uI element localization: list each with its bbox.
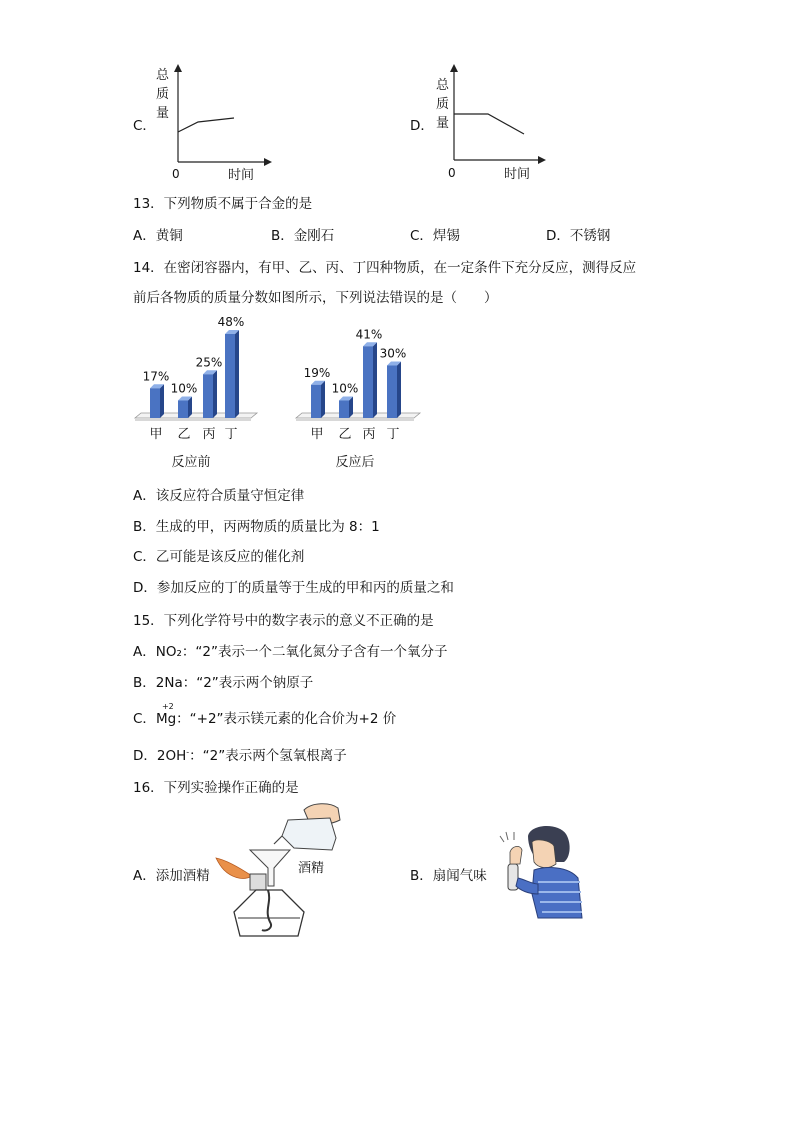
bar: [225, 334, 235, 418]
bottle-neck: [274, 836, 282, 844]
q15-option-a[interactable]: A．NO₂：“2”表示一个二氧化氮分子含有一个氧分子: [133, 644, 448, 660]
hand-wave: [510, 846, 522, 864]
bar: [311, 385, 321, 418]
q14-stem-line1: 14．在密闭容器内，有甲、乙、丙、丁四种物质，在一定条件下充分反应，测得反应: [133, 260, 637, 276]
graph-c: [150, 62, 280, 187]
bar-data-label: 41%: [355, 327, 383, 342]
bar-data-label: 17%: [142, 369, 170, 384]
chart-title: 反应前: [171, 455, 211, 470]
y-label-char: 量: [436, 116, 450, 131]
bar-side: [160, 384, 164, 418]
x-axis-label: 时间: [228, 168, 255, 183]
face-shape: [532, 840, 556, 868]
category-label: 乙: [177, 427, 191, 442]
graph-d: [426, 62, 556, 187]
y-axis-arrow: [450, 64, 458, 72]
graph-line: [454, 114, 524, 134]
bar-data-label: 30%: [379, 346, 407, 361]
q13-option-c[interactable]: C．焊锡: [410, 228, 460, 244]
option-d-prefix: D．2OH: [133, 748, 187, 764]
q14-option-c[interactable]: C．乙可能是该反应的催化剂: [133, 549, 305, 565]
q14-option-d[interactable]: D．参加反应的丁的质量等于生成的甲和丙的质量之和: [133, 580, 454, 596]
mg-with-valence: [155, 702, 177, 727]
bar-side: [235, 330, 239, 418]
bottle-shape: [282, 818, 336, 850]
x-axis-arrow: [538, 156, 546, 164]
q14-stem-line2: 前后各物质的质量分数如图所示，下列说法错误的是（ ）: [133, 290, 498, 306]
category-label: 丁: [224, 427, 238, 442]
q15-option-d[interactable]: [133, 744, 347, 764]
category-label: 甲: [310, 427, 324, 442]
origin-label: 0: [448, 166, 456, 180]
q15-option-c[interactable]: [133, 702, 397, 727]
bar-chart-after: [290, 325, 430, 475]
q13-option-d[interactable]: D．不锈钢: [546, 228, 611, 244]
category-label: 乙: [338, 427, 352, 442]
bar-side: [397, 362, 401, 419]
q16-stem: 16．下列实验操作正确的是: [133, 780, 299, 796]
y-label-char: 量: [156, 106, 170, 121]
element-symbol: Mg: [155, 711, 177, 727]
bar-chart-before: [133, 310, 263, 475]
x-axis-arrow: [264, 158, 272, 166]
option-c-label: C．: [133, 118, 156, 134]
bar-side: [213, 370, 217, 418]
x-axis-label: 时间: [504, 167, 531, 182]
bar-data-label: 10%: [331, 381, 359, 396]
bar-side: [321, 381, 325, 418]
bar: [178, 401, 188, 419]
q13-option-b[interactable]: B．金刚石: [271, 228, 335, 244]
option-d-label: D．: [410, 118, 434, 134]
q15-stem: 15．下列化学符号中的数字表示的意义不正确的是: [133, 613, 434, 629]
wave-lines: [500, 832, 514, 842]
y-label-char: 总: [436, 78, 450, 93]
bar-data-label: 10%: [170, 381, 198, 396]
category-label: 丙: [362, 427, 376, 442]
chart-title: 反应后: [335, 455, 375, 470]
option-c-prefix: C．: [133, 711, 156, 727]
category-label: 甲: [149, 427, 163, 442]
alcohol-label: 酒精: [298, 861, 325, 876]
y-label-char: 总: [156, 68, 170, 83]
bar-data-label: 19%: [303, 365, 331, 380]
q16-option-b[interactable]: B．扇闻气味: [410, 868, 487, 884]
q15-option-b[interactable]: B．2Na：“2”表示两个钠原子: [133, 675, 314, 691]
flame-icon: [216, 858, 252, 878]
wick-holder: [250, 874, 266, 890]
bar: [387, 366, 397, 419]
q16-option-a[interactable]: A．添加酒精: [133, 868, 210, 884]
bar-data-label: 25%: [195, 355, 223, 370]
category-label: 丙: [202, 427, 216, 442]
bar: [339, 401, 349, 419]
bar: [150, 388, 160, 418]
bar: [203, 374, 213, 418]
option-d-text: ：“2”表示两个氢氧根离子: [189, 748, 347, 764]
y-axis-arrow: [174, 64, 182, 72]
alcohol-lamp-illustration: [212, 798, 362, 943]
category-label: 丁: [386, 427, 400, 442]
q14-option-b[interactable]: B．生成的甲，丙两物质的质量比为 8：1: [133, 519, 380, 535]
bar: [363, 346, 373, 418]
q13-stem: 13．下列物质不属于合金的是: [133, 196, 313, 212]
q13-option-a[interactable]: A．黄铜: [133, 228, 183, 244]
person-smelling-illustration: [498, 822, 588, 922]
bar-data-label: 48%: [217, 315, 245, 329]
charge-label: -: [186, 747, 190, 757]
valence-label: +2: [161, 702, 174, 711]
q14-option-a[interactable]: A．该反应符合质量守恒定律: [133, 488, 305, 504]
bar-side: [373, 342, 377, 418]
origin-label: 0: [172, 167, 180, 181]
y-label-char: 质: [436, 97, 450, 112]
y-label-char: 质: [156, 87, 170, 102]
option-c-text: ：“+2”表示镁元素的化合价为+2 价: [176, 711, 397, 727]
graph-line: [178, 118, 234, 132]
